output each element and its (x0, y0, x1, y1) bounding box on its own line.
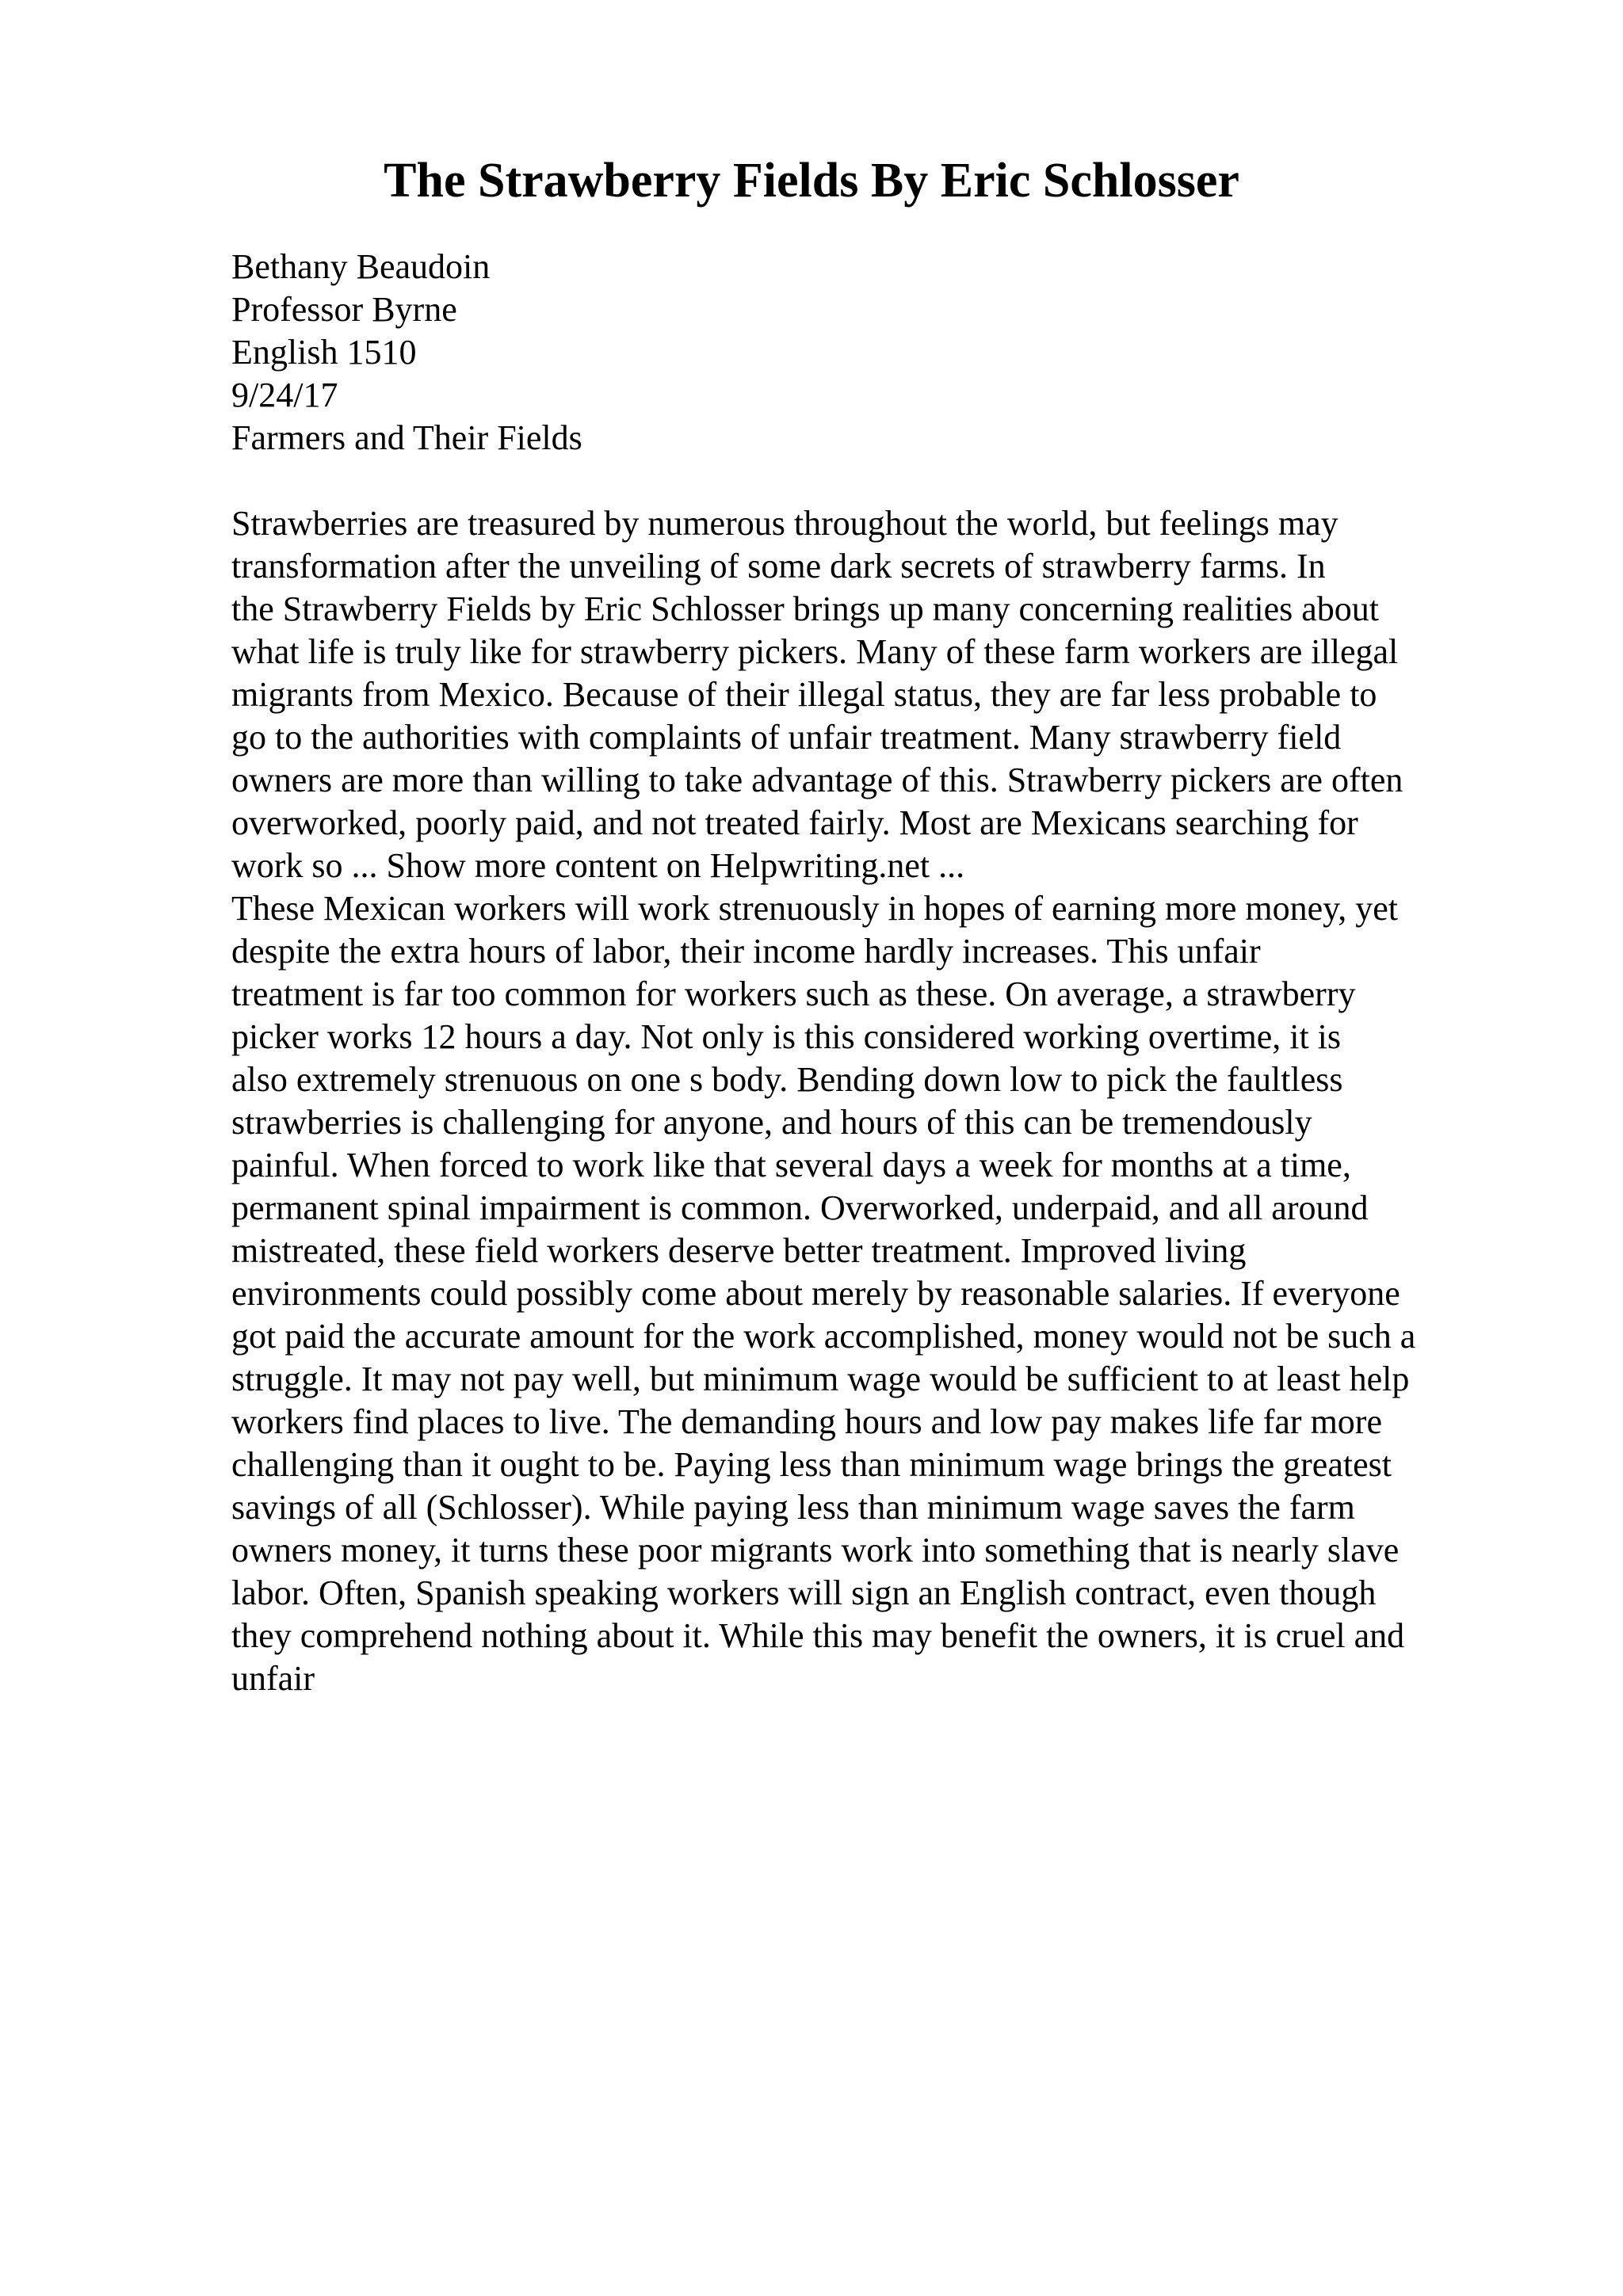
body-line: workers find places to live. The demanding hours and low pay makes life far more (231, 1402, 1382, 1441)
body-line: unfair (231, 1659, 315, 1698)
body-line: challenging than it ought to be. Paying less than minimum wage brings the greatest (231, 1445, 1392, 1484)
essay-body (231, 502, 1515, 1700)
body-line: the Strawberry Fields by Eric Schlosser brings up many concerning realities about (231, 589, 1379, 628)
body-line: struggle. It may not pay well, but minimum wage would be sufficient to at least help (231, 1360, 1410, 1398)
essay-subtitle: Farmers and Their Fields (231, 418, 582, 457)
body-line: environments could possibly come about merely by reasonable salaries. If everyone (231, 1274, 1400, 1313)
body-line: labor. Often, Spanish speaking workers will sign an English contract, even though (231, 1573, 1377, 1612)
body-line: despite the extra hours of labor, their income hardly increases. This unfair (231, 932, 1261, 971)
author-header-block (231, 246, 1515, 460)
document-title: The Strawberry Fields By Eric Schlosser (384, 154, 1239, 208)
body-line: strawberries is challenging for anyone, and hours of this can be tremendously (231, 1103, 1312, 1142)
body-line: permanent spinal impairment is common. Overworked, underpaid, and all around (231, 1188, 1369, 1227)
body-line: picker works 12 hours a day. Not only is this considered working overtime, it is (231, 1017, 1342, 1056)
document-content (231, 246, 1515, 1700)
body-line: treatment is far too common for workers such as these. On average, a strawberry (231, 974, 1356, 1013)
body-line: they comprehend nothing about it. While this may benefit the owners, it is cruel and (231, 1616, 1405, 1655)
document-date: 9/24/17 (231, 376, 338, 414)
body-line: Strawberries are treasured by numerous throughout the world, but feelings may (231, 504, 1338, 543)
body-line: painful. When forced to work like that several days a week for months at a time, (231, 1146, 1351, 1184)
body-line: also extremely strenuous on one s body. Bending down low to pick the faultless (231, 1060, 1343, 1099)
body-line: work so ... Show more content on Helpwriting.net ... (231, 846, 965, 885)
author-name: Bethany Beaudoin (231, 247, 491, 286)
body-line: mistreated, these field workers deserve better treatment. Improved living (231, 1231, 1247, 1270)
body-line: what life is truly like for strawberry pickers. Many of these farm workers are illegal (231, 632, 1399, 671)
body-line: overworked, poorly paid, and not treated fairly. Most are Mexicans searching for (231, 803, 1358, 842)
body-line: got paid the accurate amount for the work accomplished, money would not be such a (231, 1317, 1416, 1356)
body-line: owners money, it turns these poor migrants work into something that is nearly slave (231, 1531, 1400, 1569)
professor-name: Professor Byrne (231, 290, 457, 329)
body-line: go to the authorities with complaints of unfair treatment. Many strawberry field (231, 718, 1342, 757)
body-line: owners are more than willing to take advantage of this. Strawberry pickers are often (231, 761, 1403, 799)
body-line: transformation after the unveiling of some dark secrets of strawberry farms. In (231, 547, 1326, 585)
body-line: migrants from Mexico. Because of their illegal status, they are far less probable to (231, 675, 1377, 714)
body-line: These Mexican workers will work strenuously in hopes of earning more money, yet (231, 889, 1399, 928)
course-name: English 1510 (231, 333, 417, 372)
body-line: savings of all (Schlosser). While paying less than minimum wage saves the farm (231, 1488, 1355, 1527)
